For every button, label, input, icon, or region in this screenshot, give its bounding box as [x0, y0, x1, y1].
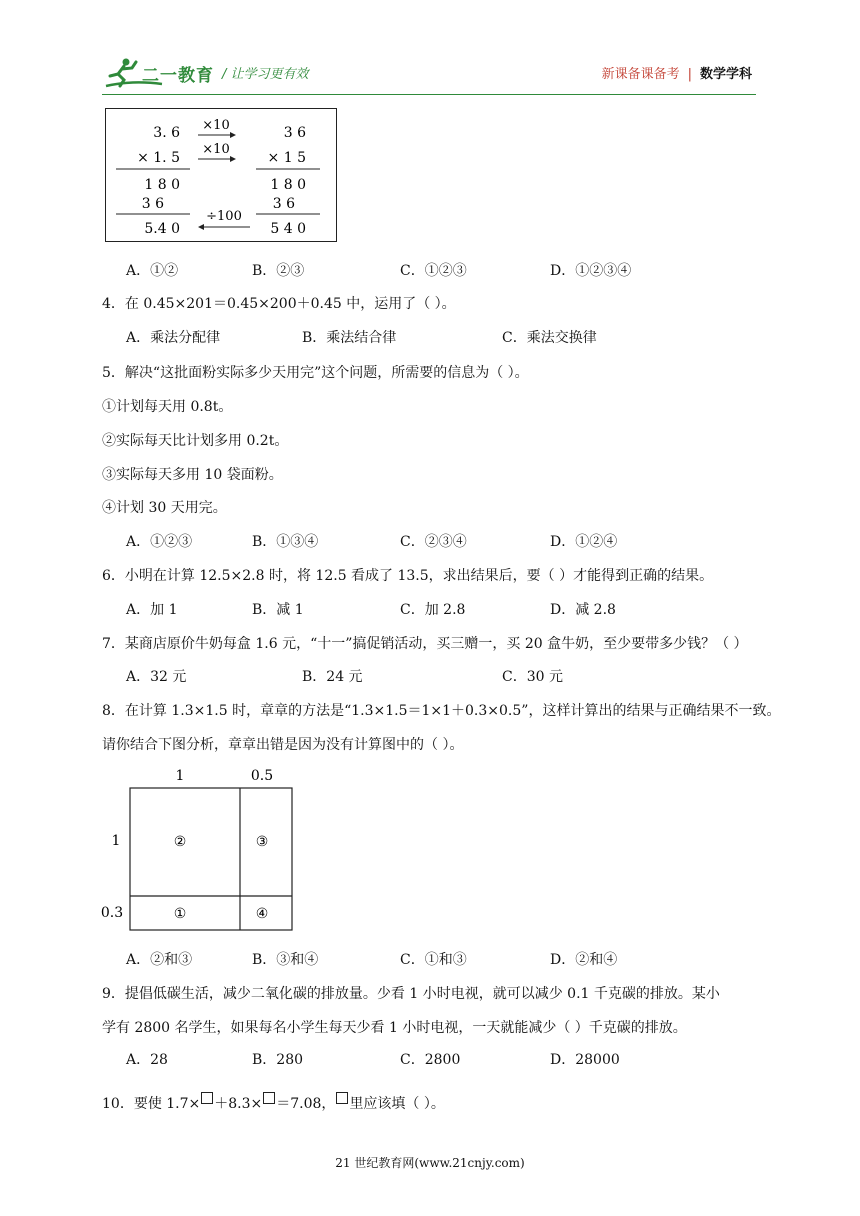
option-b[interactable]: B．24 元 — [302, 669, 363, 685]
option-d[interactable]: D．②和④ — [550, 952, 618, 968]
blank-box-icon — [201, 1092, 213, 1104]
calc-right-5: 5 4 0 — [270, 221, 306, 237]
side-label-1: 1 — [111, 833, 121, 849]
calc-figure-svg — [106, 109, 336, 241]
option-b[interactable]: B．②③ — [252, 263, 305, 279]
option-c[interactable]: C．30 元 — [502, 669, 563, 685]
header-divider — [102, 94, 756, 95]
q4-stem: 4．在 0.45×201＝0.45×200＋0.45 中，运用了（ ）。 — [102, 296, 456, 312]
q5-stem: 5．解决“这批面粉实际多少天用完”这个问题，所需要的信息为（ ）。 — [102, 365, 529, 381]
arrow-right-icon — [230, 156, 236, 162]
option-d[interactable]: D．①②③④ — [550, 263, 632, 279]
q10-part4: 里应该填（ ）。 — [349, 1096, 445, 1112]
option-c[interactable]: C．加 2.8 — [400, 602, 466, 618]
top-label-2: 0.5 — [250, 768, 274, 784]
option-d[interactable]: D．28000 — [550, 1052, 620, 1068]
option-b[interactable]: B．①③④ — [252, 534, 319, 550]
q7-stem: 7．某商店原价牛奶每盒 1.6 元，“十一”搞促销活动，买三赠一，买 20 盒牛奶，至少要带多少钱？（ ） — [102, 636, 748, 652]
option-c[interactable]: C．乘法交换律 — [502, 330, 597, 346]
option-b[interactable]: B．280 — [252, 1052, 304, 1068]
arrow-right-icon — [230, 132, 236, 138]
q5-info-1: ①计划每天用 0.8t。 — [102, 399, 233, 415]
q9-stem-line1: 9．提倡低碳生活，减少二氧化碳的排放量。少看 1 小时电视，就可以减少 0.1 千克碳的排放。某小 — [102, 986, 720, 1002]
option-b[interactable]: B．乘法结合律 — [302, 330, 397, 346]
side-label-2: 0.3 — [100, 905, 124, 921]
arrow-label-1: ×10 — [202, 118, 230, 133]
cell-1: ① — [173, 906, 187, 922]
page-header — [0, 0, 860, 100]
cell-2: ② — [173, 834, 187, 850]
cell-4: ④ — [255, 906, 269, 922]
calc-right-4: 3 6 — [272, 196, 295, 212]
calc-left-1: 3. 6 — [153, 125, 180, 141]
option-c[interactable]: C．②③④ — [400, 534, 467, 550]
cell-3: ③ — [255, 834, 269, 850]
calc-left-5: 5.4 0 — [144, 221, 180, 237]
q8-stem-line1: 8．在计算 1.3×1.5 时，章章的方法是“1.3×1.5＝1×1＋0.3×0.5”，这样计算出的结果与正确结果不一致。 — [102, 703, 781, 719]
q10-part1: 10．要使 1.7× — [102, 1096, 201, 1112]
option-d[interactable]: D．①②④ — [550, 534, 618, 550]
top-label-1: 1 — [175, 768, 185, 784]
option-c[interactable]: C．①和③ — [400, 952, 467, 968]
q8-stem-line2: 请你结合下图分析，章章出错是因为没有计算图中的（ ）。 — [102, 737, 464, 753]
option-a[interactable]: A．乘法分配律 — [126, 330, 221, 346]
slogan: / 让学习更有效 — [222, 67, 309, 82]
option-a[interactable]: A．①② — [126, 263, 179, 279]
arrow-left-icon — [198, 224, 204, 230]
area-model-figure — [100, 762, 300, 934]
blank-box-icon — [263, 1092, 275, 1104]
calc-left-3: 1 8 0 — [144, 177, 180, 193]
arrow-label-3: ÷100 — [206, 209, 242, 224]
q10-part3: ＝7.08， — [276, 1096, 336, 1112]
calc-right-3: 1 8 0 — [270, 177, 306, 193]
option-a[interactable]: A．28 — [126, 1052, 168, 1068]
header-subject: 数学学科 — [699, 67, 752, 82]
header-course: 新课备课备考 — [601, 67, 680, 82]
q5-info-3: ③实际每天多用 10 袋面粉。 — [102, 467, 283, 483]
header-separator: | — [687, 67, 692, 82]
calc-figure — [105, 108, 337, 242]
option-d[interactable]: D．减 2.8 — [550, 602, 616, 618]
option-b[interactable]: B．减 1 — [252, 602, 304, 618]
option-c[interactable]: C．①②③ — [400, 263, 467, 279]
logo-text: 二一教育 — [142, 66, 214, 86]
option-b[interactable]: B．③和④ — [252, 952, 319, 968]
blank-box-icon — [336, 1092, 348, 1104]
q10-part2: ＋8.3× — [214, 1096, 263, 1112]
calc-right-1: 3 6 — [283, 125, 306, 141]
page-footer: 21 世纪教育网(www.21cnjy.com) — [335, 1156, 525, 1170]
header-right — [602, 63, 752, 82]
option-a[interactable]: A．②和③ — [126, 952, 193, 968]
q5-info-2: ②实际每天比计划多用 0.2t。 — [102, 433, 289, 449]
calc-left-4: 3 6 — [141, 196, 164, 212]
q9-stem-line2: 学有 2800 名学生，如果每名小学生每天少看 1 小时电视，一天就能减少（ ）千克碳的排放。 — [102, 1020, 687, 1036]
calc-right-2: × 1 5 — [267, 150, 306, 166]
q6-stem: 6．小明在计算 12.5×2.8 时，将 12.5 看成了 13.5，求出结果后，要（ ）才能得到正确的结果。 — [102, 568, 714, 584]
option-a[interactable]: A．加 1 — [126, 602, 178, 618]
option-a[interactable]: A．32 元 — [126, 669, 187, 685]
calc-left-2: × 1. 5 — [137, 150, 180, 166]
q10-stem — [102, 1092, 445, 1114]
option-c[interactable]: C．2800 — [400, 1052, 461, 1068]
option-a[interactable]: A．①②③ — [126, 534, 193, 550]
arrow-label-2: ×10 — [202, 142, 230, 157]
q5-info-4: ④计划 30 天用完。 — [102, 500, 227, 516]
